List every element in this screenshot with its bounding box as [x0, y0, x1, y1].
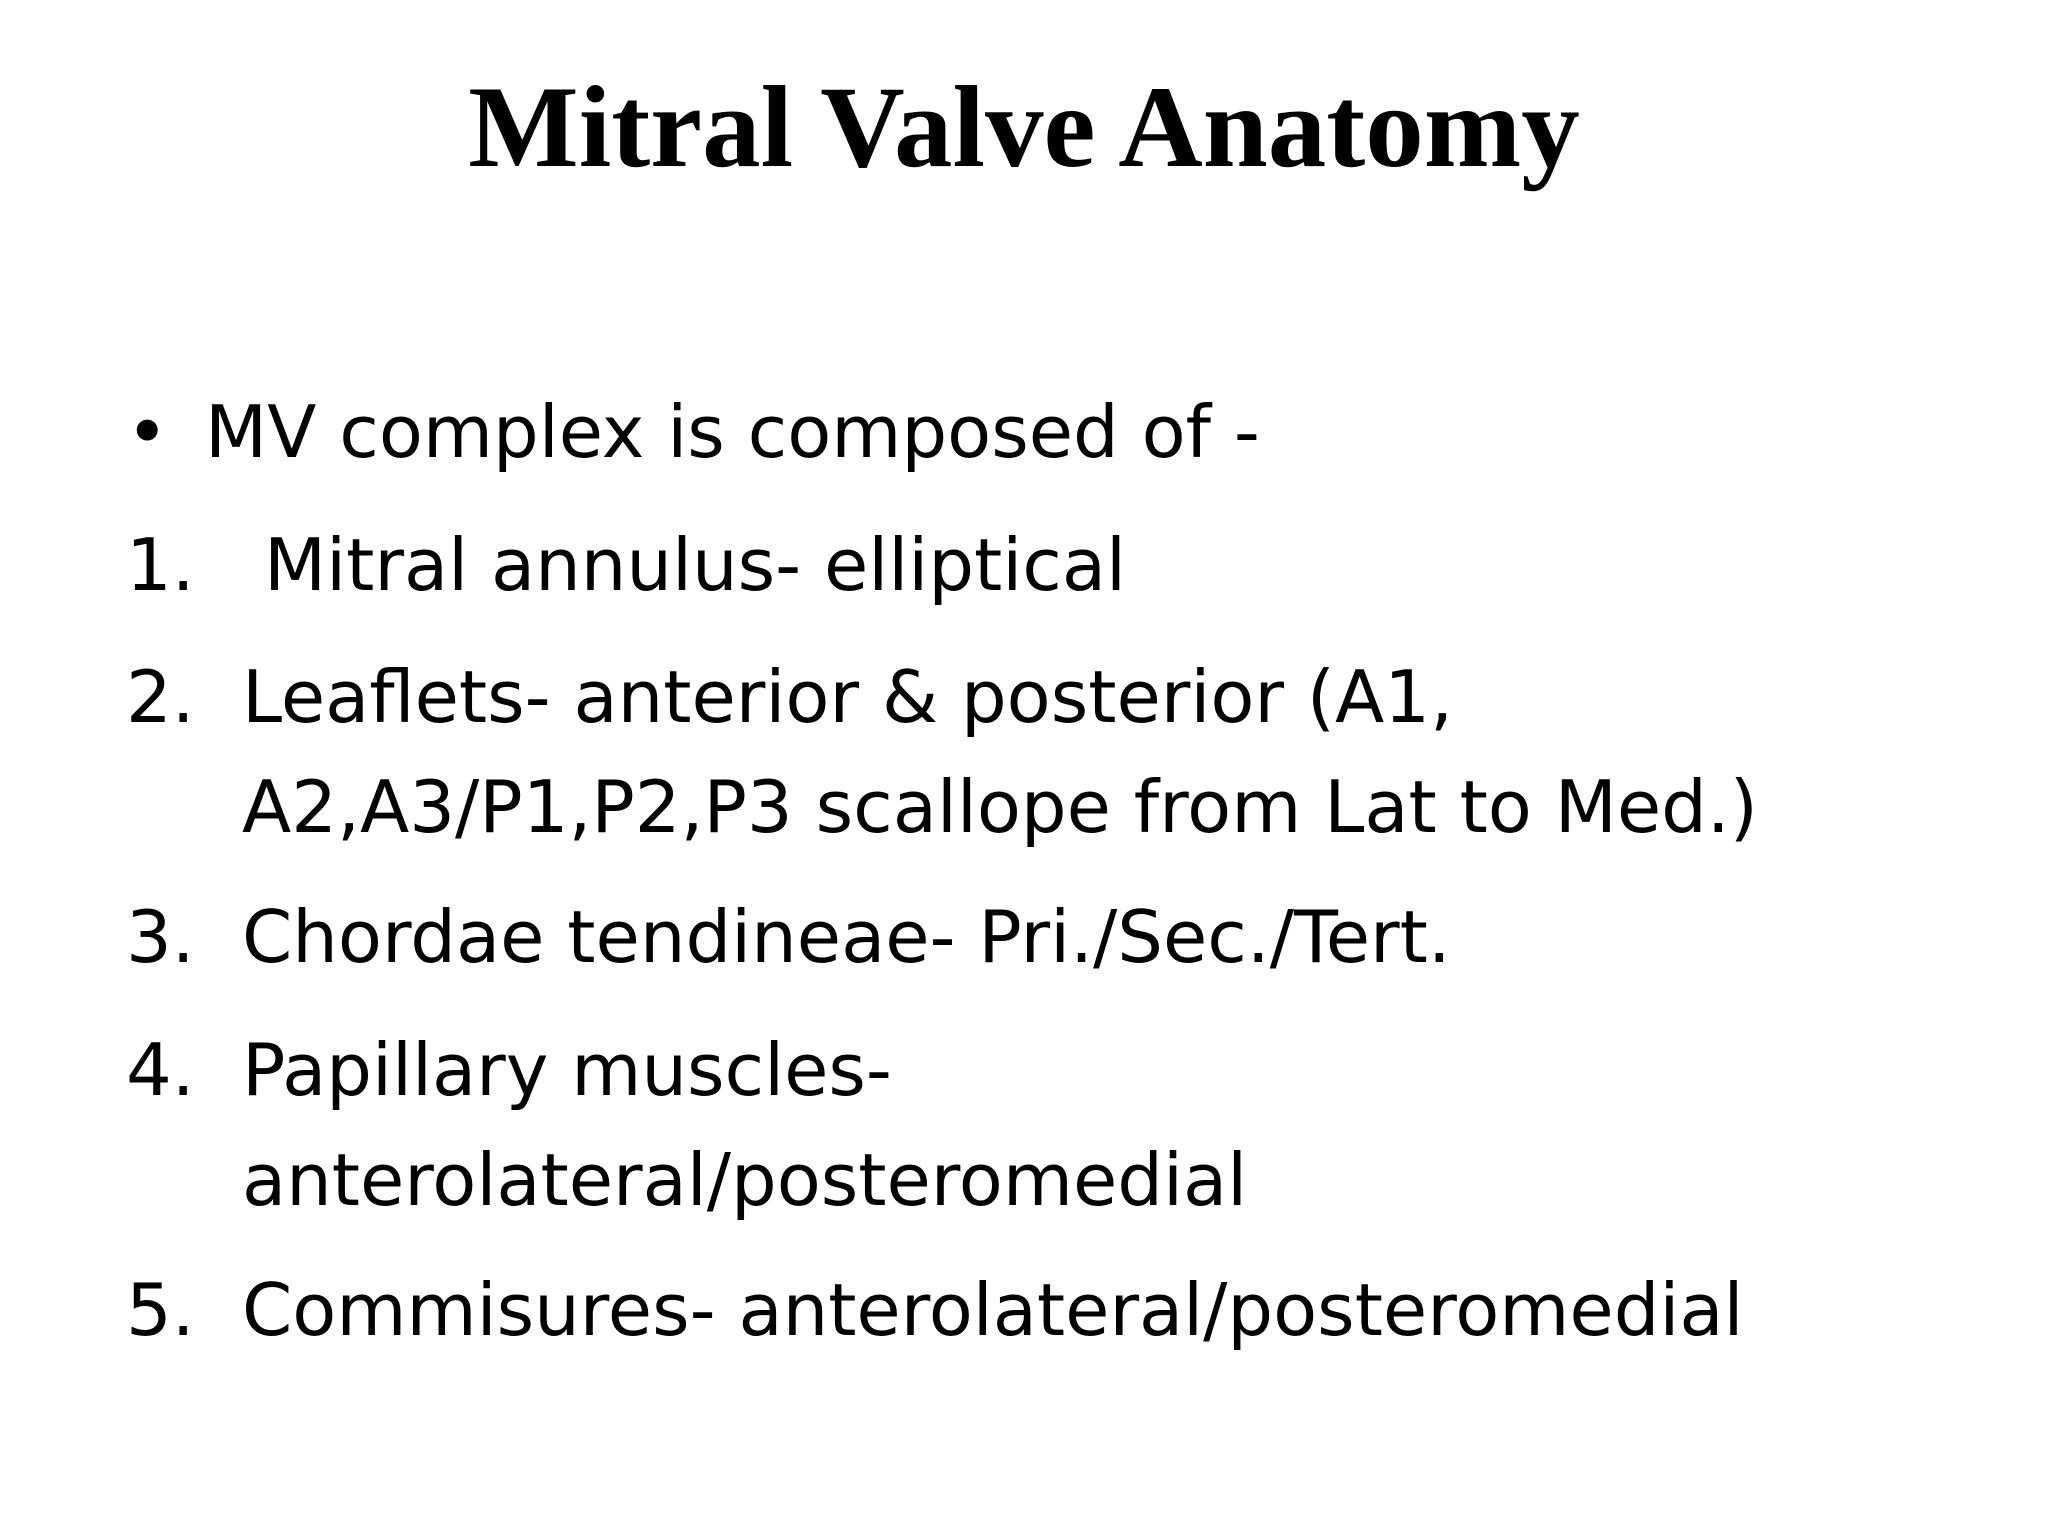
list-item-continuation — [0, 762, 2048, 852]
bullet-marker: • — [126, 390, 169, 474]
list-item-text: Commisures- anterolateral/posteromedial — [242, 1268, 1744, 1352]
list-item-number: 4. — [126, 1028, 195, 1112]
list-item-text: Leaflets- anterior & posterior (A1, — [242, 655, 1453, 739]
list-item-text: A2,A3/P1,P2,P3 scallope from Lat to Med.) — [242, 765, 1758, 849]
list-item-text: anterolateral/posteromedial — [242, 1138, 1248, 1222]
bullet-text: MV complex is composed of - — [205, 390, 1260, 474]
list-item-number: 1. — [126, 523, 195, 607]
bullet-item — [0, 387, 2048, 477]
list-item-continuation — [0, 1135, 2048, 1225]
list-item-number: 3. — [126, 895, 195, 979]
list-item — [0, 892, 2048, 982]
list-item-number: 2. — [126, 655, 195, 739]
list-item — [0, 1025, 2048, 1115]
list-item-text: Chordae tendineae- Pri./Sec./Tert. — [242, 895, 1451, 979]
list-item — [0, 520, 2048, 610]
list-item-text: Mitral annulus- elliptical — [264, 523, 1126, 607]
list-item — [0, 1265, 2048, 1355]
list-item-number: 5. — [126, 1268, 195, 1352]
list-item-text: Papillary muscles- — [242, 1028, 892, 1112]
slide-title: Mitral Valve Anatomy — [468, 63, 1580, 192]
list-item — [0, 652, 2048, 742]
